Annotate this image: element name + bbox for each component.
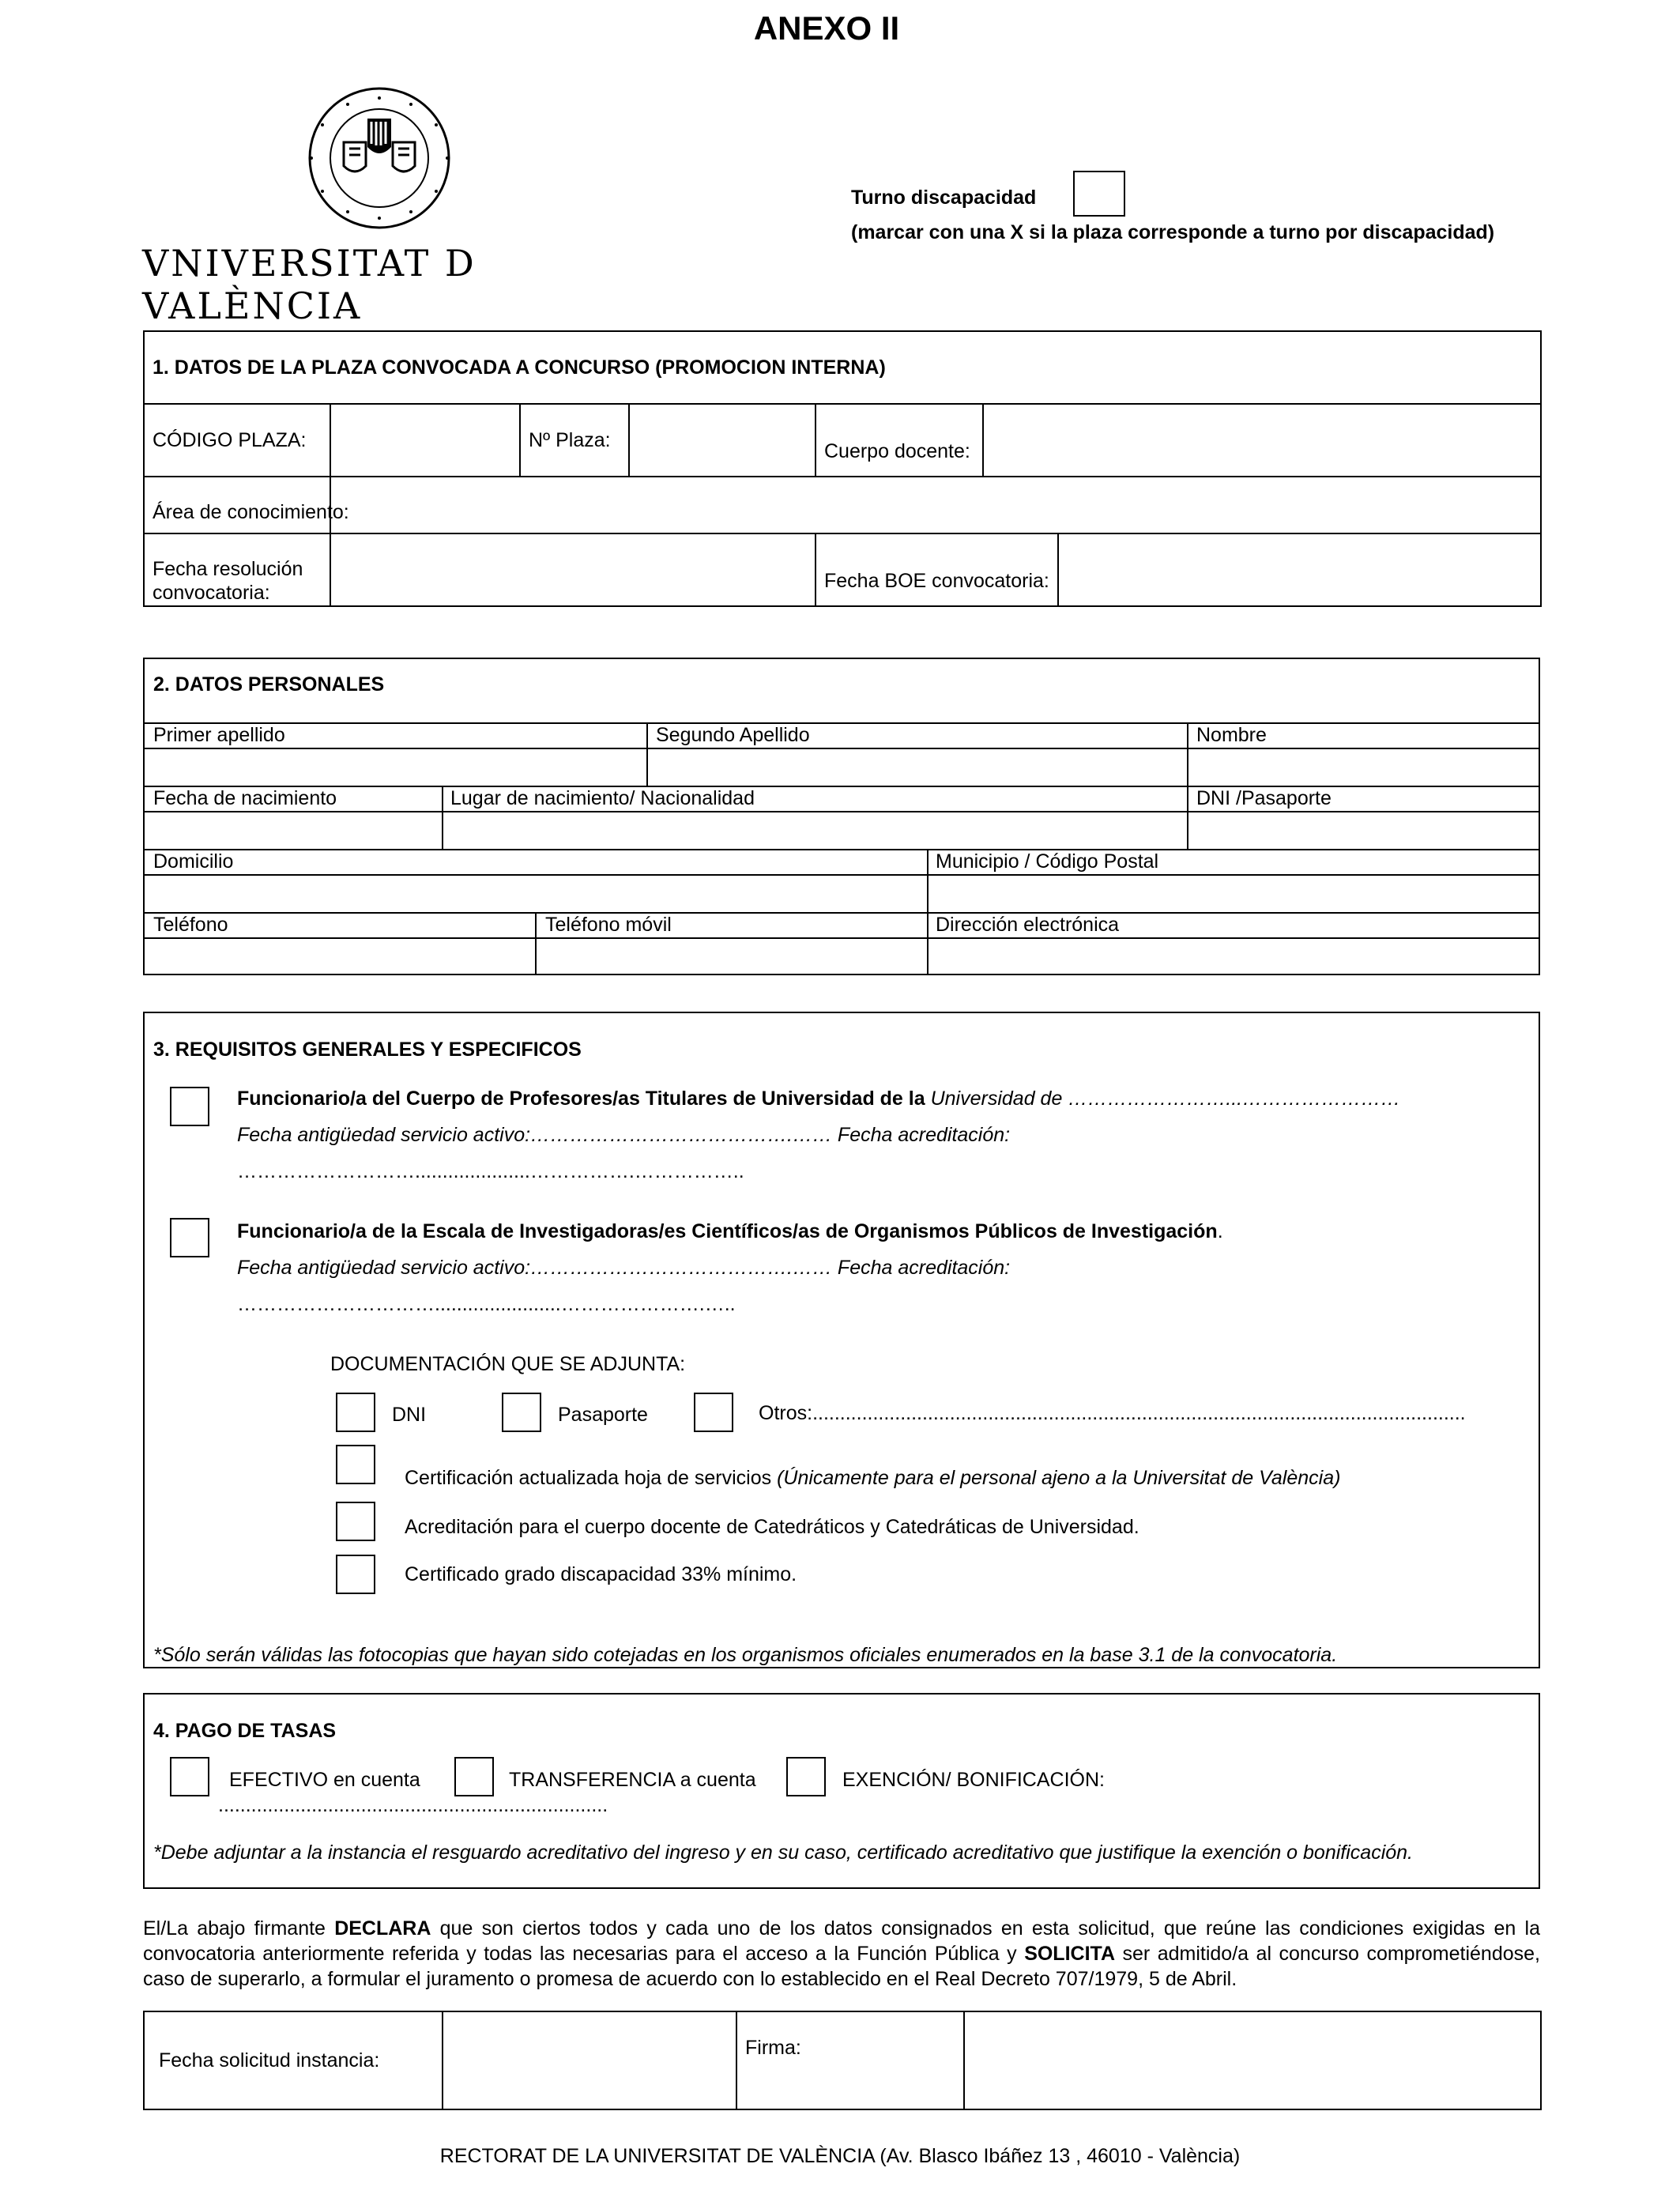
- telefono-movil-field[interactable]: [537, 939, 925, 974]
- codigo-plaza-label: CÓDIGO PLAZA:: [144, 404, 330, 477]
- doc-dni-checkbox[interactable]: [336, 1393, 375, 1432]
- opt1-dots: ……………………….....................…………….……………..: [237, 1160, 744, 1182]
- n-plaza-field[interactable]: [629, 404, 816, 477]
- lugar-nacimiento-label: Lugar de nacimiento/ Nacionalidad: [450, 787, 755, 809]
- doc-heading: DOCUMENTACIÓN QUE SE ADJUNTA:: [330, 1353, 686, 1375]
- telefono-label: Teléfono: [153, 914, 228, 936]
- firma-field[interactable]: [964, 2011, 1541, 2109]
- email-field[interactable]: [929, 939, 1539, 974]
- doc-otros-label: Otros:.......................................................................................................................: [759, 1402, 1466, 1424]
- transferencia-checkbox[interactable]: [454, 1757, 494, 1796]
- opt2-line1: Funcionario/a de la Escala de Investigadoras/es Científicos/as de Organismos Públicos de Investigación.: [237, 1220, 1223, 1242]
- section1-heading: 1. DATOS DE LA PLAZA CONVOCADA A CONCURSO (PROMOCION INTERNA): [144, 331, 1541, 404]
- doc-otros-checkbox[interactable]: [694, 1393, 733, 1432]
- opt1-fechas: Fecha antigüedad servicio activo:………………………………….…… Fecha acreditación:: [237, 1124, 1011, 1146]
- codigo-plaza-field[interactable]: [330, 404, 520, 477]
- area-field[interactable]: [330, 477, 1541, 533]
- telefono-field[interactable]: [145, 939, 533, 974]
- doc-discap-label: Certificado grado discapacidad 33% mínimo.: [405, 1563, 797, 1585]
- doc-dni-label: DNI: [392, 1404, 427, 1426]
- exencion-label: EXENCIÓN/ BONIFICACIÓN:: [842, 1769, 1105, 1791]
- turno-label: Turno discapacidad: [851, 187, 1037, 209]
- university-name: VNIVERSITAT D VALÈNCIA: [142, 242, 477, 327]
- opt2-dots: ………………………….......................………………….…..: [237, 1293, 736, 1315]
- fecha-boe-label: Fecha BOE convocatoria:: [816, 533, 1058, 606]
- municipio-field[interactable]: [929, 876, 1539, 910]
- turno-note: (marcar con una X si la plaza corresponde a turno por discapacidad): [851, 221, 1495, 243]
- opt1-checkbox[interactable]: [170, 1087, 209, 1126]
- email-label: Dirección electrónica: [936, 914, 1120, 936]
- primer-apellido-label: Primer apellido: [153, 724, 285, 746]
- footer-address: RECTORAT DE LA UNIVERSITAT DE VALÈNCIA (Av. Blasco Ibáñez 13 , 46010 - València): [439, 2145, 1241, 2167]
- cuerpo-docente-field[interactable]: [983, 404, 1541, 477]
- section1-table: [143, 330, 1542, 607]
- n-plaza-label: Nº Plaza:: [520, 404, 629, 477]
- primer-apellido-field[interactable]: [145, 749, 646, 784]
- section3-heading: 3. REQUISITOS GENERALES Y ESPECIFICOS: [153, 1039, 582, 1061]
- page-title: ANEXO II: [753, 9, 900, 47]
- opt1-line1: [237, 1088, 1400, 1110]
- section2-heading: 2. DATOS PERSONALES: [153, 673, 385, 696]
- doc-cert-label: Certificación actualizada hoja de servicios (Únicamente para el personal ajeno a la Universitat de València): [405, 1467, 1341, 1489]
- municipio-label: Municipio / Código Postal: [936, 850, 1159, 873]
- solicita-word: SOLICITA: [1024, 1943, 1115, 1965]
- nombre-label: Nombre: [1196, 724, 1267, 746]
- exencion-checkbox[interactable]: [786, 1757, 826, 1796]
- section3-note: *Sólo serán válidas las fotocopias que hayan sido cotejadas en los organismos oficiales enumerados en la base 3.1 de la convocatoria.: [153, 1644, 1338, 1666]
- segundo-apellido-field[interactable]: [648, 749, 1187, 784]
- fecha-nacimiento-field[interactable]: [145, 812, 440, 847]
- area-label: Área de conocimiento:: [144, 477, 330, 533]
- doc-pasaporte-checkbox[interactable]: [502, 1393, 541, 1432]
- nombre-field[interactable]: [1188, 749, 1539, 784]
- fecha-resolucion-field[interactable]: [330, 533, 816, 606]
- fecha-solicitud-field[interactable]: [443, 2011, 736, 2109]
- exencion-dots: .......................................................................: [218, 1794, 608, 1816]
- firma-label: Firma:: [736, 2011, 964, 2109]
- opt2-checkbox[interactable]: [170, 1218, 209, 1257]
- doc-discap-checkbox[interactable]: [336, 1555, 375, 1594]
- fecha-solicitud-label: Fecha solicitud instancia:: [144, 2011, 443, 2109]
- turno-checkbox[interactable]: [1073, 171, 1125, 217]
- domicilio-label: Domicilio: [153, 850, 234, 873]
- segundo-apellido-label: Segundo Apellido: [656, 724, 810, 746]
- declara-word: DECLARA: [334, 1917, 431, 1940]
- opt2-fechas: Fecha antigüedad servicio activo:………………………………….…… Fecha acreditación:: [237, 1257, 1011, 1279]
- doc-pasaporte-label: Pasaporte: [558, 1404, 648, 1426]
- opt1-title: Funcionario/a del Cuerpo de Profesores/as Titulares de Universidad de la: [237, 1088, 925, 1110]
- opt2-title: Funcionario/a de la Escala de Investigadoras/es Científicos/as de Organismos Públicos de Investigación: [237, 1220, 1218, 1242]
- section4-heading: 4. PAGO DE TASAS: [153, 1720, 337, 1742]
- university-logo: [142, 87, 616, 327]
- fecha-boe-field[interactable]: [1058, 533, 1541, 606]
- declaration-text: El/La abajo firmante DECLARA que son ciertos todos y cada uno de los datos consignados en esta solicitud, que reúne las condiciones exigidas en la convocatoria anteriormente referida y todas las necesarias para el acceso a la Función Pública y SOLICITA ser admitido/a al concurso comprometiéndose, caso de superarlo, a formular el juramento o promesa de acuerdo con lo establecido en el Real Decreto 707/1979, 5 de Abril.: [143, 1917, 1540, 1990]
- opt1-university: Universidad de ……………………...……………………: [925, 1088, 1401, 1110]
- telefono-movil-label: Teléfono móvil: [545, 914, 672, 936]
- dni-field[interactable]: [1188, 812, 1539, 847]
- efectivo-label: EFECTIVO en cuenta: [229, 1769, 420, 1791]
- dni-label: DNI /Pasaporte: [1196, 787, 1332, 809]
- fecha-resolucion-label: Fecha resolución convocatoria:: [144, 533, 330, 606]
- cuerpo-docente-label: Cuerpo docente:: [816, 404, 983, 477]
- doc-acred-label: Acreditación para el cuerpo docente de Catedráticos y Catedráticas de Universidad.: [405, 1516, 1139, 1538]
- efectivo-checkbox[interactable]: [170, 1757, 209, 1796]
- lugar-nacimiento-field[interactable]: [443, 812, 1186, 847]
- fecha-nacimiento-label: Fecha de nacimiento: [153, 787, 337, 809]
- transferencia-label: TRANSFERENCIA a cuenta: [509, 1769, 756, 1791]
- doc-cert-checkbox[interactable]: [336, 1445, 375, 1484]
- doc-acred-checkbox[interactable]: [336, 1502, 375, 1541]
- signature-table: [143, 2011, 1542, 2110]
- domicilio-field[interactable]: [145, 876, 925, 910]
- section4-note: *Debe adjuntar a la instancia el resguardo acreditativo del ingreso y en su caso, certificado acreditativo que justifique la exención o bonificación.: [153, 1842, 1414, 1864]
